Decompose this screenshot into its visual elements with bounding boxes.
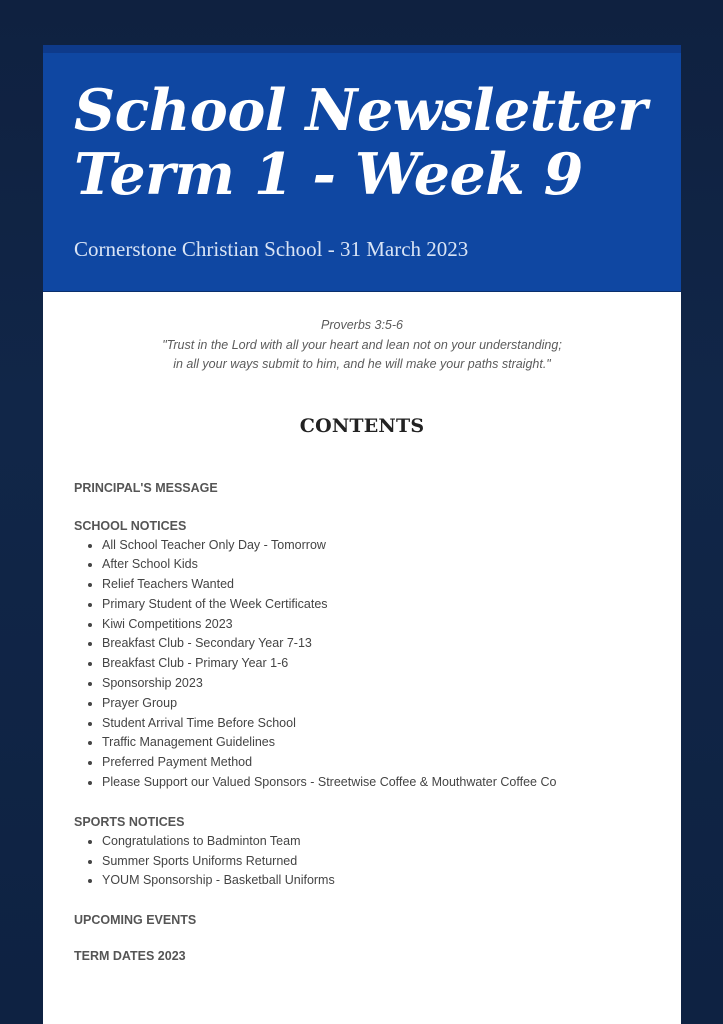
section-upcoming-events[interactable]: UPCOMING EVENTS [74, 913, 197, 928]
list-item[interactable]: • Relief Teachers Wanted [102, 575, 650, 595]
verse-line-2: in all your ways submit to him, and he will make your paths straight." [173, 357, 551, 371]
verse-line-1: "Trust in the Lord with all your heart and lean not on your understanding; [162, 337, 562, 352]
verse-reference: Proverbs 3:5-6 [321, 318, 403, 332]
list-item[interactable]: • Prayer Group [102, 694, 650, 714]
list-item[interactable]: • Preferred Payment Method [102, 753, 650, 773]
sports-notices-list [74, 832, 650, 891]
list-item[interactable]: • YOUM Sponsorship - Basketball Uniforms [102, 871, 650, 891]
list-item[interactable]: • Sponsorship 2023 [102, 674, 650, 694]
list-item[interactable]: • Congratulations to Badminton Team [102, 832, 650, 852]
school-notices-list [74, 536, 650, 793]
list-item[interactable]: • Breakfast Club - Primary Year 1-6 [102, 654, 650, 674]
bible-verse [74, 316, 650, 375]
contents-heading: CONTENTS [299, 414, 425, 437]
list-item[interactable]: • Summer Sports Uniforms Returned [102, 852, 650, 872]
title-line-2: Term 1 - Week 9 [74, 141, 583, 208]
section-principals-message[interactable]: PRINCIPAL'S MESSAGE [74, 480, 218, 495]
list-item[interactable]: • Please Support our Valued Sponsors - Streetwise Coffee & Mouthwater Coffee Co [102, 773, 650, 793]
newsletter-page [43, 45, 681, 1024]
newsletter-content [43, 292, 681, 963]
list-item[interactable]: • All School Teacher Only Day - Tomorrow [102, 536, 650, 556]
list-item[interactable]: • Traffic Management Guidelines [102, 733, 650, 753]
top-strip [43, 45, 681, 53]
list-item[interactable]: • Kiwi Competitions 2023 [102, 615, 650, 635]
newsletter-title [74, 79, 650, 207]
list-item[interactable]: • Breakfast Club - Secondary Year 7-13 [102, 634, 650, 654]
list-item[interactable]: • After School Kids [102, 555, 650, 575]
section-school-notices[interactable]: SCHOOL NOTICES [74, 518, 187, 533]
section-term-dates[interactable]: TERM DATES 2023 [74, 949, 186, 964]
header-banner [43, 53, 681, 292]
list-item[interactable]: • Student Arrival Time Before School [102, 714, 650, 734]
newsletter-subtitle: Cornerstone Christian School - 31 March 2023 [74, 237, 469, 261]
list-item[interactable]: • Primary Student of the Week Certificates [102, 595, 650, 615]
section-sports-notices[interactable]: SPORTS NOTICES [74, 814, 185, 829]
title-line-1: School Newsletter [74, 77, 647, 144]
